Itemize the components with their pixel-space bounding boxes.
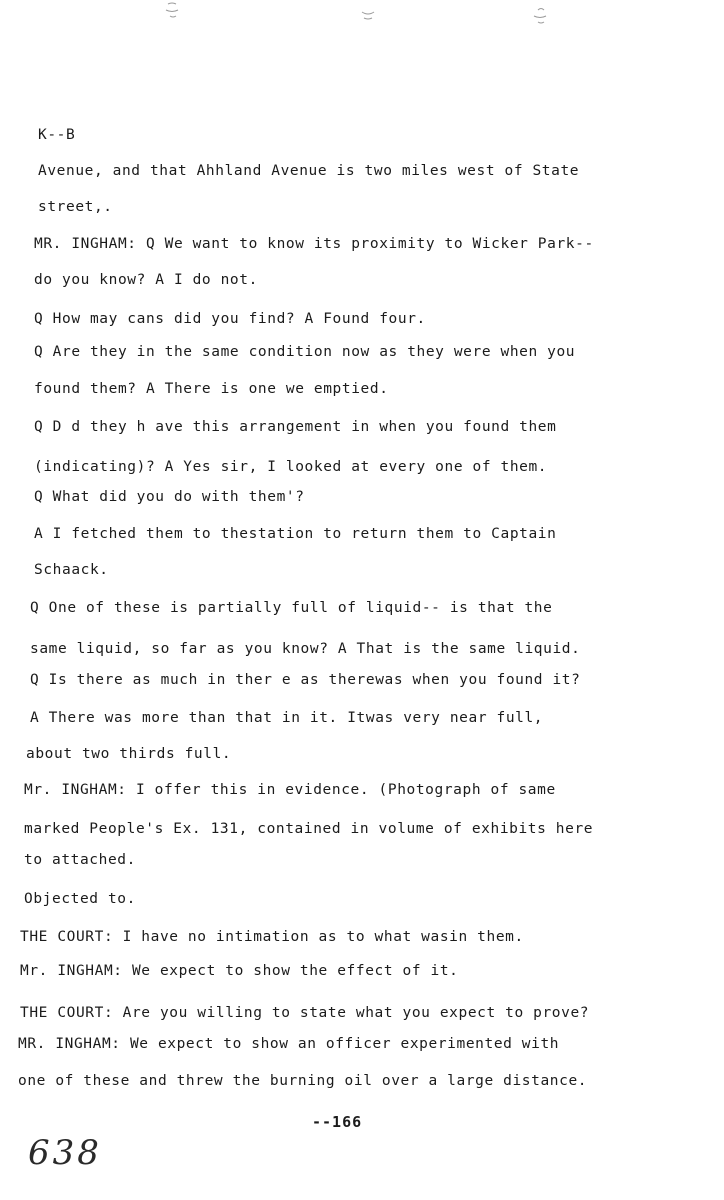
text-line: street,. bbox=[38, 199, 113, 215]
text-line: Objected to. bbox=[24, 891, 136, 907]
text-line: Mr. INGHAM: We expect to show the effect of it. bbox=[20, 963, 459, 979]
text-line: marked People's Ex. 131, contained in volume of exhibits here bbox=[24, 821, 594, 837]
text-line: found them? A There is one we emptied. bbox=[34, 381, 389, 397]
text-line: A There was more than that in it. Itwas very near full, bbox=[30, 710, 544, 726]
text-line: Schaack. bbox=[34, 562, 109, 578]
text-line: Avenue, and that Ahhland Avenue is two miles west of State bbox=[38, 163, 580, 179]
text-line: Q How may cans did you find? A Found four. bbox=[34, 311, 426, 327]
text-line: A I fetched them to thestation to return them to Captain bbox=[34, 526, 557, 542]
text-line: MR. INGHAM: Q We want to know its proximity to Wicker Park-- bbox=[34, 236, 594, 252]
text-line: same liquid, so far as you know? A That is the same liquid. bbox=[30, 641, 581, 657]
text-line: Q Are they in the same condition now as they were when you bbox=[34, 344, 576, 360]
text-line: Q D d they h ave this arrangement in when you found them bbox=[34, 419, 557, 435]
text-line: Q What did you do with them'? bbox=[34, 489, 305, 505]
text-line: Q Is there as much in ther e as therewas when you found it? bbox=[30, 672, 581, 688]
text-line: to attached. bbox=[24, 852, 136, 868]
section-label: K--B bbox=[38, 127, 76, 143]
text-line: THE COURT: Are you willing to state what you expect to prove? bbox=[20, 1005, 590, 1021]
text-line: Mr. INGHAM: I offer this in evidence. (Photograph of same bbox=[24, 782, 556, 798]
top-smudge-marks bbox=[150, 0, 570, 30]
text-line: (indicating)? A Yes sir, I looked at every one of them. bbox=[34, 459, 548, 475]
text-line: one of these and threw the burning oil over a large distance. bbox=[18, 1073, 588, 1089]
text-line: Q One of these is partially full of liquid-- is that the bbox=[30, 600, 553, 616]
text-line: about two thirds full. bbox=[26, 746, 232, 762]
text-line: MR. INGHAM: We expect to show an officer experimented with bbox=[18, 1036, 560, 1052]
text-line: THE COURT: I have no intimation as to what wasin them. bbox=[20, 929, 524, 945]
handwritten-page-number: 638 bbox=[28, 1133, 102, 1173]
text-line: do you know? A I do not. bbox=[34, 272, 258, 288]
page-number: --166 bbox=[312, 1113, 363, 1131]
